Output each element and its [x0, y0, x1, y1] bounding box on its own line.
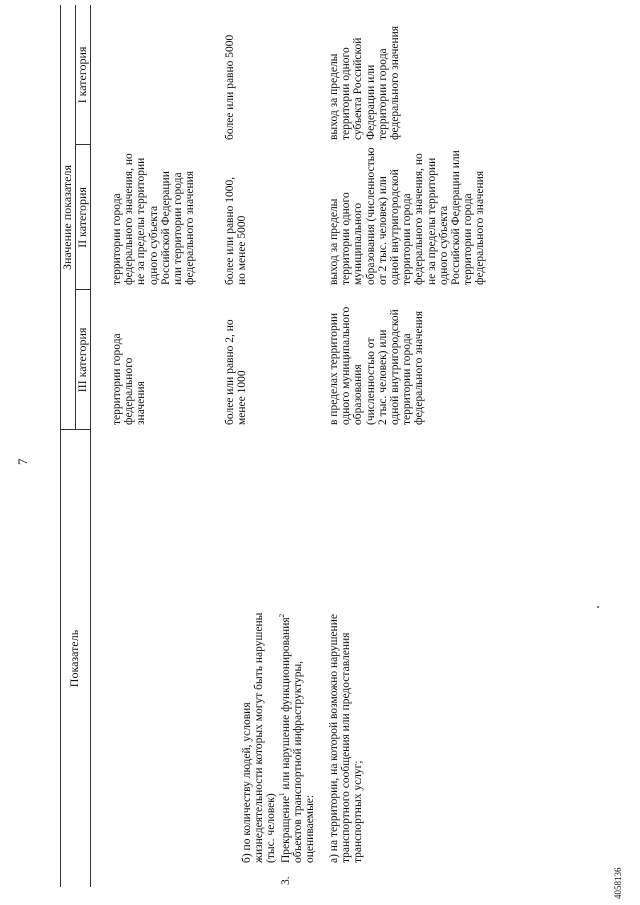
header-cat1: I категория — [75, 46, 89, 104]
page-number: 7 — [15, 458, 30, 465]
header-value: Значение показателя — [60, 164, 74, 271]
header-indicator: Показатель — [67, 629, 81, 688]
document-code: 4058136 — [613, 867, 623, 899]
row-a-indicator-cell: а) на территории, на которой возможно нарушение транспортного сообщения или предоставления транспортных услуг; — [328, 614, 365, 863]
row-a-cat1-cell: выход за пределы территории одного субъекта Российской Федерации или территории города федерального значения — [328, 25, 402, 140]
row-b-indicator-cell: б) по количеству людей, условия жизнедеятельности которых могут быть нарушены (тыс. человек) — [241, 612, 278, 863]
row-b-cat1-cell: более или равно 5000 — [224, 34, 236, 140]
footnote-1-marker: 1 — [278, 792, 287, 797]
header-cat2: II категория — [75, 187, 89, 248]
row-b-cat3-cell: более или равно 2, но менее 1000 — [224, 319, 249, 425]
item3-number: 3. — [280, 876, 292, 885]
scan-speck — [597, 606, 599, 608]
cont-cat3-cell: территории города федерального значения — [111, 333, 148, 425]
item3-indicator-cell: Прекращение$^1$ или нарушение функционирования$^2$ объектов транспортной инфраструктуры, оцениваемые: — [278, 613, 317, 863]
row-a-cat2-cell: выход за пределы территории одного муниципального образования (численностью от 2 тыс. человек) или одной внутригородской территории города федерального значения, но не за пределы территории одного субъекта Российской Федерации или территории города федерального значения — [328, 147, 487, 285]
row-a-cat3-cell: в пределах территории одного муниципального образования (численностью от 2 тыс. человек) или одной внутригородской территории города федерального значения — [328, 306, 426, 425]
cont-cat2-cell: территории города федерального значения, но не за пределы территории одного субъекта Российской Федерации или территории города федерального значения — [111, 153, 197, 285]
row-b-cat2-cell: более или равно 1000, но менее 5000 — [224, 176, 249, 285]
header-bottom-rule — [90, 5, 91, 887]
header-cat3: III категория — [75, 327, 89, 393]
footnote-2-marker: 2 — [278, 613, 287, 618]
